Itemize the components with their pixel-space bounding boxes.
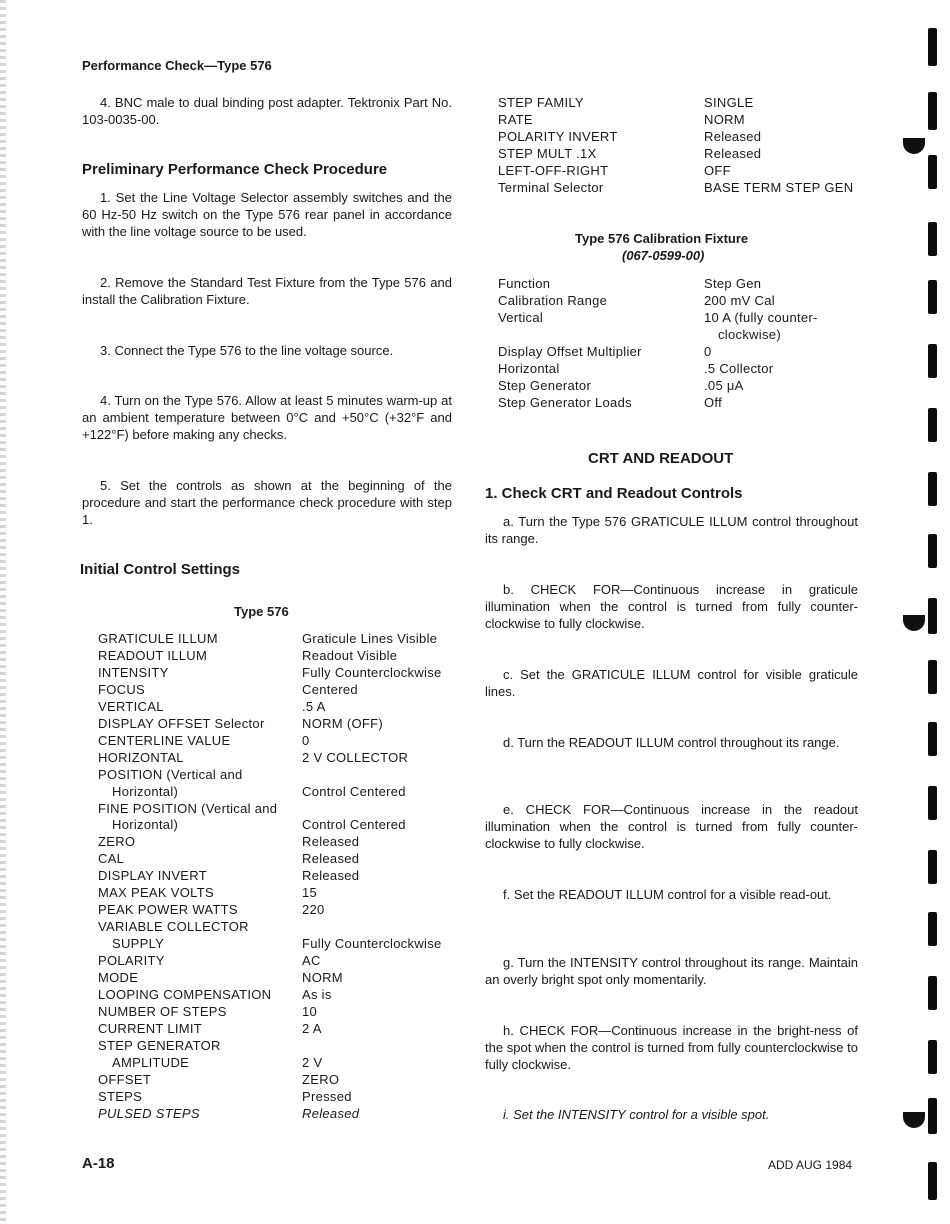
setting-label: STEP FAMILY [498, 95, 584, 110]
setting-value: AC [302, 953, 321, 969]
setting-value: 0 [302, 732, 310, 748]
fixture-setting-label: Display Offset Multiplier [498, 344, 642, 359]
binder-mark [928, 786, 937, 820]
binder-mark [928, 976, 937, 1010]
setting-label: ZERO [98, 834, 136, 850]
instruction-c: c. Set the GRATICULE ILLUM control for visible graticule lines. [485, 667, 858, 699]
page-number: A-18 [82, 1155, 115, 1172]
binder-hole-mark [903, 138, 925, 154]
setting-label: HORIZONTAL [98, 749, 184, 765]
binder-hole-mark [903, 1112, 925, 1128]
setting-value: 15 [302, 885, 318, 901]
step-4: 4. Turn on the Type 576. Allow at least 5 minutes warm-up at an ambient temperature between 0°C and +50°C (+32°F and +122°F) before making any checks. [82, 393, 452, 442]
setting-label: GRATICULE ILLUM [98, 631, 218, 646]
instruction-d: d. Turn the READOUT ILLUM control throughout its range. [503, 735, 840, 750]
setting-value: BASE TERM STEP GEN [704, 180, 854, 195]
setting-label: RATE [498, 112, 533, 127]
fixture-setting-label: Horizontal [498, 361, 560, 376]
fixture-setting-value: 0 [704, 344, 712, 359]
fixture-setting-value: .5 Collector [704, 361, 774, 376]
instruction-f: f. Set the READOUT ILLUM control for a visible read-out. [503, 887, 832, 902]
setting-value: 2 A [302, 1020, 322, 1036]
binder-mark [928, 155, 937, 189]
step-1: 1. Set the Line Voltage Selector assembly switches and the 60 Hz-50 Hz switch on the Type 576 rear panel in accordance with the line voltage source to be used. [82, 190, 452, 239]
instruction-a: a. Turn the Type 576 GRATICULE ILLUM control throughout its range. [485, 514, 858, 546]
setting-value: ZERO [302, 1071, 340, 1087]
setting-label: Terminal Selector [498, 180, 604, 195]
setting-label: PEAK POWER WATTS [98, 902, 238, 918]
instruction-i: i. Set the INTENSITY control for a visible spot. [503, 1107, 770, 1122]
setting-label: CENTERLINE VALUE [98, 732, 231, 748]
setting-value: Released [302, 851, 360, 867]
step1-heading: 1. Check CRT and Readout Controls [485, 485, 743, 502]
setting-value: Fully Counterclockwise [302, 936, 442, 952]
fixture-setting-value: Step Gen [704, 276, 762, 291]
setting-label: STEPS [98, 1088, 143, 1104]
binder-mark [928, 850, 937, 884]
revision-date: ADD AUG 1984 [768, 1158, 853, 1172]
setting-value: Released [302, 834, 360, 850]
setting-label: DISPLAY INVERT [98, 868, 207, 884]
binder-mark [928, 598, 937, 634]
setting-value: Control Centered [302, 817, 406, 833]
setting-label: READOUT ILLUM [98, 647, 208, 663]
setting-label: DISPLAY OFFSET Selector [98, 715, 265, 731]
setting-label: NUMBER OF STEPS [98, 1003, 227, 1019]
setting-value: NORM [704, 112, 745, 127]
setting-label: OFFSET [98, 1071, 152, 1087]
scan-edge [0, 0, 6, 1224]
instruction-e: e. CHECK FOR—Continuous increase in the readout illumination when the control is turned from fully counter-clockwise to fully clockwise. [485, 802, 858, 851]
setting-value: Readout Visible [302, 647, 398, 663]
prelim-heading: Preliminary Performance Check Procedure [82, 161, 388, 178]
setting-label: POSITION (Vertical and [98, 766, 243, 782]
setting-label: MODE [98, 970, 139, 985]
setting-value: 10 [302, 1003, 318, 1019]
setting-value: .5 A [302, 698, 326, 714]
fixture-setting-value: 200 mV Cal [704, 293, 775, 308]
setting-label: FOCUS [98, 681, 145, 697]
binder-hole-mark [903, 615, 925, 631]
setting-value: Fully Counterclockwise [302, 664, 442, 680]
setting-label: SUPPLY [112, 936, 165, 952]
setting-value: Centered [302, 681, 358, 697]
setting-label: INTENSITY [98, 664, 169, 680]
setting-label: AMPLITUDE [112, 1054, 190, 1070]
binder-mark [928, 280, 937, 314]
setting-value: SINGLE [704, 95, 754, 110]
setting-value: Released [704, 129, 762, 144]
setting-label: CAL [98, 851, 125, 867]
initial-settings-heading: Initial Control Settings [80, 561, 240, 578]
fixture-setting-value: Off [704, 395, 723, 410]
setting-label: STEP GENERATOR [98, 1037, 221, 1053]
fixture-setting-label: Calibration Range [498, 293, 608, 308]
setting-value: OFF [704, 163, 731, 178]
type-576-heading: Type 576 [234, 604, 289, 619]
setting-value: As is [302, 986, 332, 1002]
setting-label: CURRENT LIMIT [98, 1020, 203, 1036]
fixture-setting-label: Vertical [498, 310, 544, 325]
paragraph-adapter: 4. BNC male to dual binding post adapter. Tektronix Part No. 103-0035-00. [82, 95, 452, 127]
fixture-setting-value: 10 A (fully counter- [704, 310, 818, 325]
fixture-part-number: (067-0599-00) [622, 248, 705, 263]
fixture-setting-value: clockwise) [718, 327, 781, 342]
fixture-setting-label: Function [498, 276, 551, 291]
setting-label: STEP MULT .1X [498, 146, 597, 161]
fixture-heading: Type 576 Calibration Fixture [575, 231, 749, 246]
crt-heading: CRT AND READOUT [588, 450, 734, 467]
setting-value: 2 V COLLECTOR [302, 749, 409, 765]
setting-label: Horizontal) [112, 783, 179, 799]
setting-label: LOOPING COMPENSATION [98, 986, 272, 1002]
setting-value: 2 V [302, 1054, 323, 1070]
binder-mark [928, 92, 937, 130]
step-5: 5. Set the controls as shown at the beginning of the procedure and start the performance check procedure with step 1. [82, 478, 452, 527]
setting-label: PULSED STEPS [98, 1105, 200, 1121]
setting-label: LEFT-OFF-RIGHT [498, 163, 609, 178]
instruction-g: g. Turn the INTENSITY control throughout its range. Maintain an overly bright spot only momentarily. [485, 955, 858, 987]
setting-value: NORM (OFF) [302, 715, 383, 731]
setting-label: MAX PEAK VOLTS [98, 885, 214, 901]
step-2: 2. Remove the Standard Test Fixture from the Type 576 and install the Calibration Fixture. [82, 275, 452, 307]
setting-label: VERTICAL [98, 698, 164, 714]
binder-mark [928, 1040, 937, 1074]
instruction-h: h. CHECK FOR—Continuous increase in the bright-ness of the spot when the control is turned from fully counterclockwise to fully clockwise. [485, 1023, 858, 1072]
binder-mark [928, 722, 937, 756]
setting-label: Horizontal) [112, 817, 179, 833]
fixture-setting-label: Step Generator [498, 378, 592, 393]
binder-mark [928, 28, 937, 66]
binder-mark [928, 912, 937, 946]
setting-label: POLARITY [98, 953, 165, 969]
binder-mark [928, 534, 937, 568]
setting-value: 220 [302, 902, 325, 918]
setting-value: Control Centered [302, 783, 406, 799]
setting-value: Released [302, 1105, 360, 1121]
setting-value: Graticule Lines Visible [302, 631, 438, 646]
binder-mark [928, 472, 937, 506]
fixture-setting-label: Step Generator Loads [498, 395, 632, 410]
setting-label: POLARITY INVERT [498, 129, 618, 144]
step-3: 3. Connect the Type 576 to the line voltage source. [100, 343, 394, 358]
instruction-b: b. CHECK FOR—Continuous increase in graticule illumination when the control is turned from fully counter-clockwise to fully clockwise. [485, 582, 858, 631]
binder-mark [928, 344, 937, 378]
binder-mark [928, 222, 937, 256]
binder-mark [928, 408, 937, 442]
setting-label: VARIABLE COLLECTOR [98, 919, 249, 935]
setting-label: FINE POSITION (Vertical and [98, 800, 278, 816]
fixture-setting-value: .05 μA [704, 378, 744, 393]
setting-value: Released [302, 868, 360, 884]
setting-value: NORM [302, 970, 343, 985]
binder-mark [928, 1162, 937, 1200]
page-header: Performance Check—Type 576 [82, 58, 272, 73]
setting-value: Pressed [302, 1088, 352, 1104]
binder-mark [928, 1098, 937, 1134]
setting-value: Released [704, 146, 762, 161]
binder-mark [928, 660, 937, 694]
